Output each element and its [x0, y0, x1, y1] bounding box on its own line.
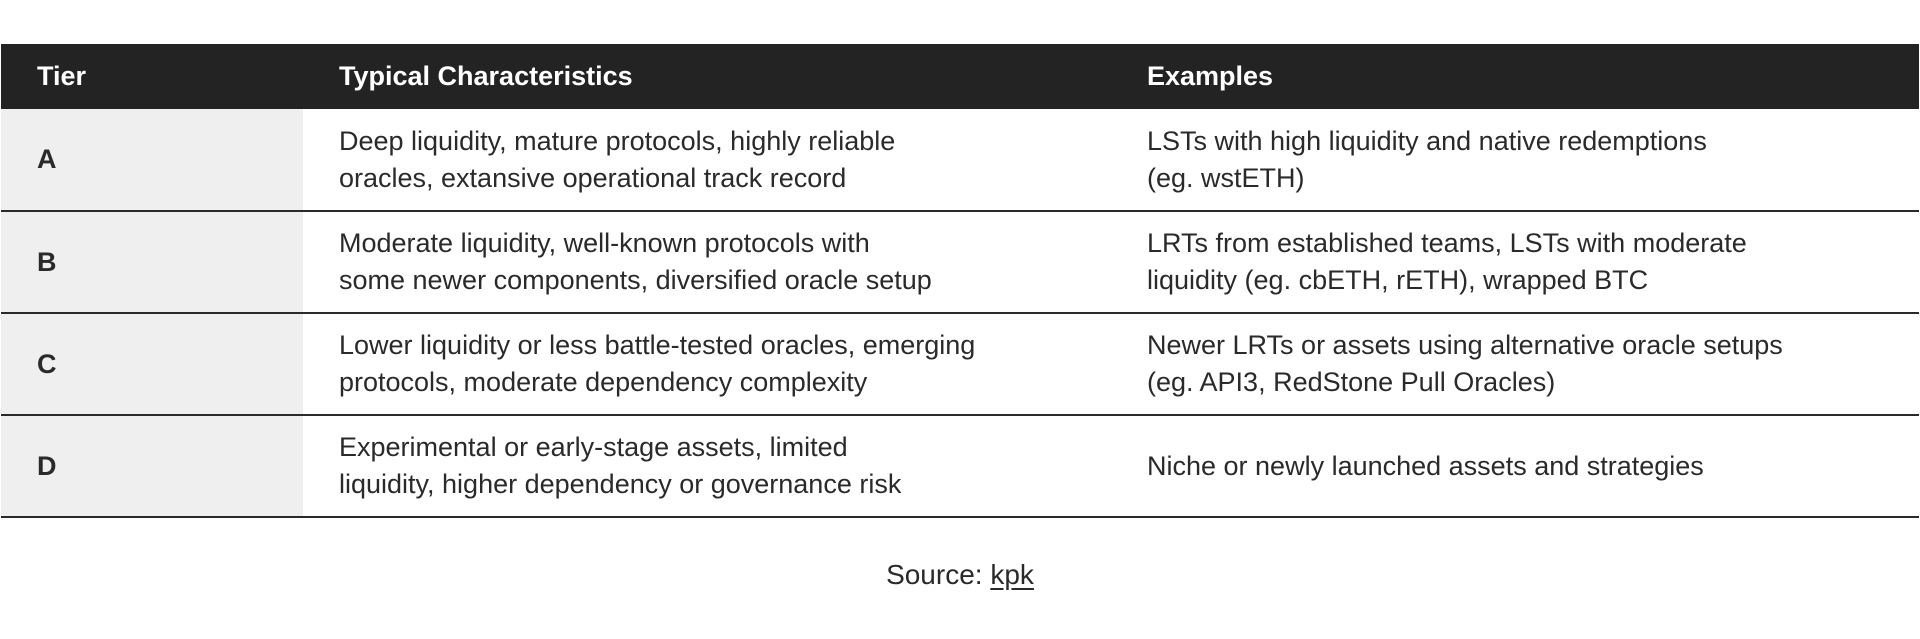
source-caption	[0, 559, 1920, 591]
source-prefix: Source:	[886, 559, 991, 590]
characteristics-line: Experimental or early-stage assets, limited	[339, 432, 848, 462]
characteristics-cell	[303, 415, 1111, 517]
column-header-characteristics: Typical Characteristics	[339, 61, 633, 91]
characteristics-line: liquidity, higher dependency or governance risk	[339, 469, 902, 499]
examples-line: LRTs from established teams, LSTs with moderate	[1147, 228, 1747, 258]
tier-cell: D	[1, 415, 303, 517]
tier-cell: A	[1, 109, 303, 211]
table-row	[1, 313, 1919, 415]
tier-table-container	[1, 44, 1919, 518]
characteristics-line: some newer components, diversified oracle setup	[339, 265, 932, 295]
characteristics-cell	[303, 109, 1111, 211]
source-link[interactable]: kpk	[990, 559, 1034, 590]
tier-table	[1, 44, 1919, 518]
examples-line: Niche or newly launched assets and strategies	[1147, 450, 1704, 481]
column-header-tier: Tier	[37, 61, 87, 91]
characteristics-line: protocols, moderate dependency complexity	[339, 367, 868, 397]
tier-cell: C	[1, 313, 303, 415]
examples-line: Newer LRTs or assets using alternative oracle setups	[1147, 330, 1783, 360]
examples-line: (eg. wstETH)	[1147, 162, 1305, 193]
examples-cell	[1111, 313, 1919, 415]
examples-cell	[1111, 109, 1919, 211]
examples-line: (eg. API3, RedStone Pull Oracles)	[1147, 367, 1556, 397]
characteristics-line: Lower liquidity or less battle-tested oracles, emerging	[339, 330, 976, 360]
characteristics-line: Deep liquidity, mature protocols, highly reliable	[339, 125, 896, 156]
table-row	[1, 211, 1919, 313]
characteristics-line: Moderate liquidity, well-known protocols with	[339, 228, 870, 258]
characteristics-line: oracles, extansive operational track record	[339, 162, 847, 193]
characteristics-cell	[303, 211, 1111, 313]
table-row	[1, 109, 1919, 211]
examples-line: liquidity (eg. cbETH, rETH), wrapped BTC	[1147, 265, 1649, 295]
examples-cell	[1111, 211, 1919, 313]
tier-cell: B	[1, 211, 303, 313]
table-row	[1, 415, 1919, 517]
column-header-examples: Examples	[1147, 61, 1274, 91]
examples-line: LSTs with high liquidity and native redemptions	[1147, 125, 1707, 156]
table-header-row	[1, 44, 1919, 109]
examples-cell	[1111, 415, 1919, 517]
characteristics-cell	[303, 313, 1111, 415]
